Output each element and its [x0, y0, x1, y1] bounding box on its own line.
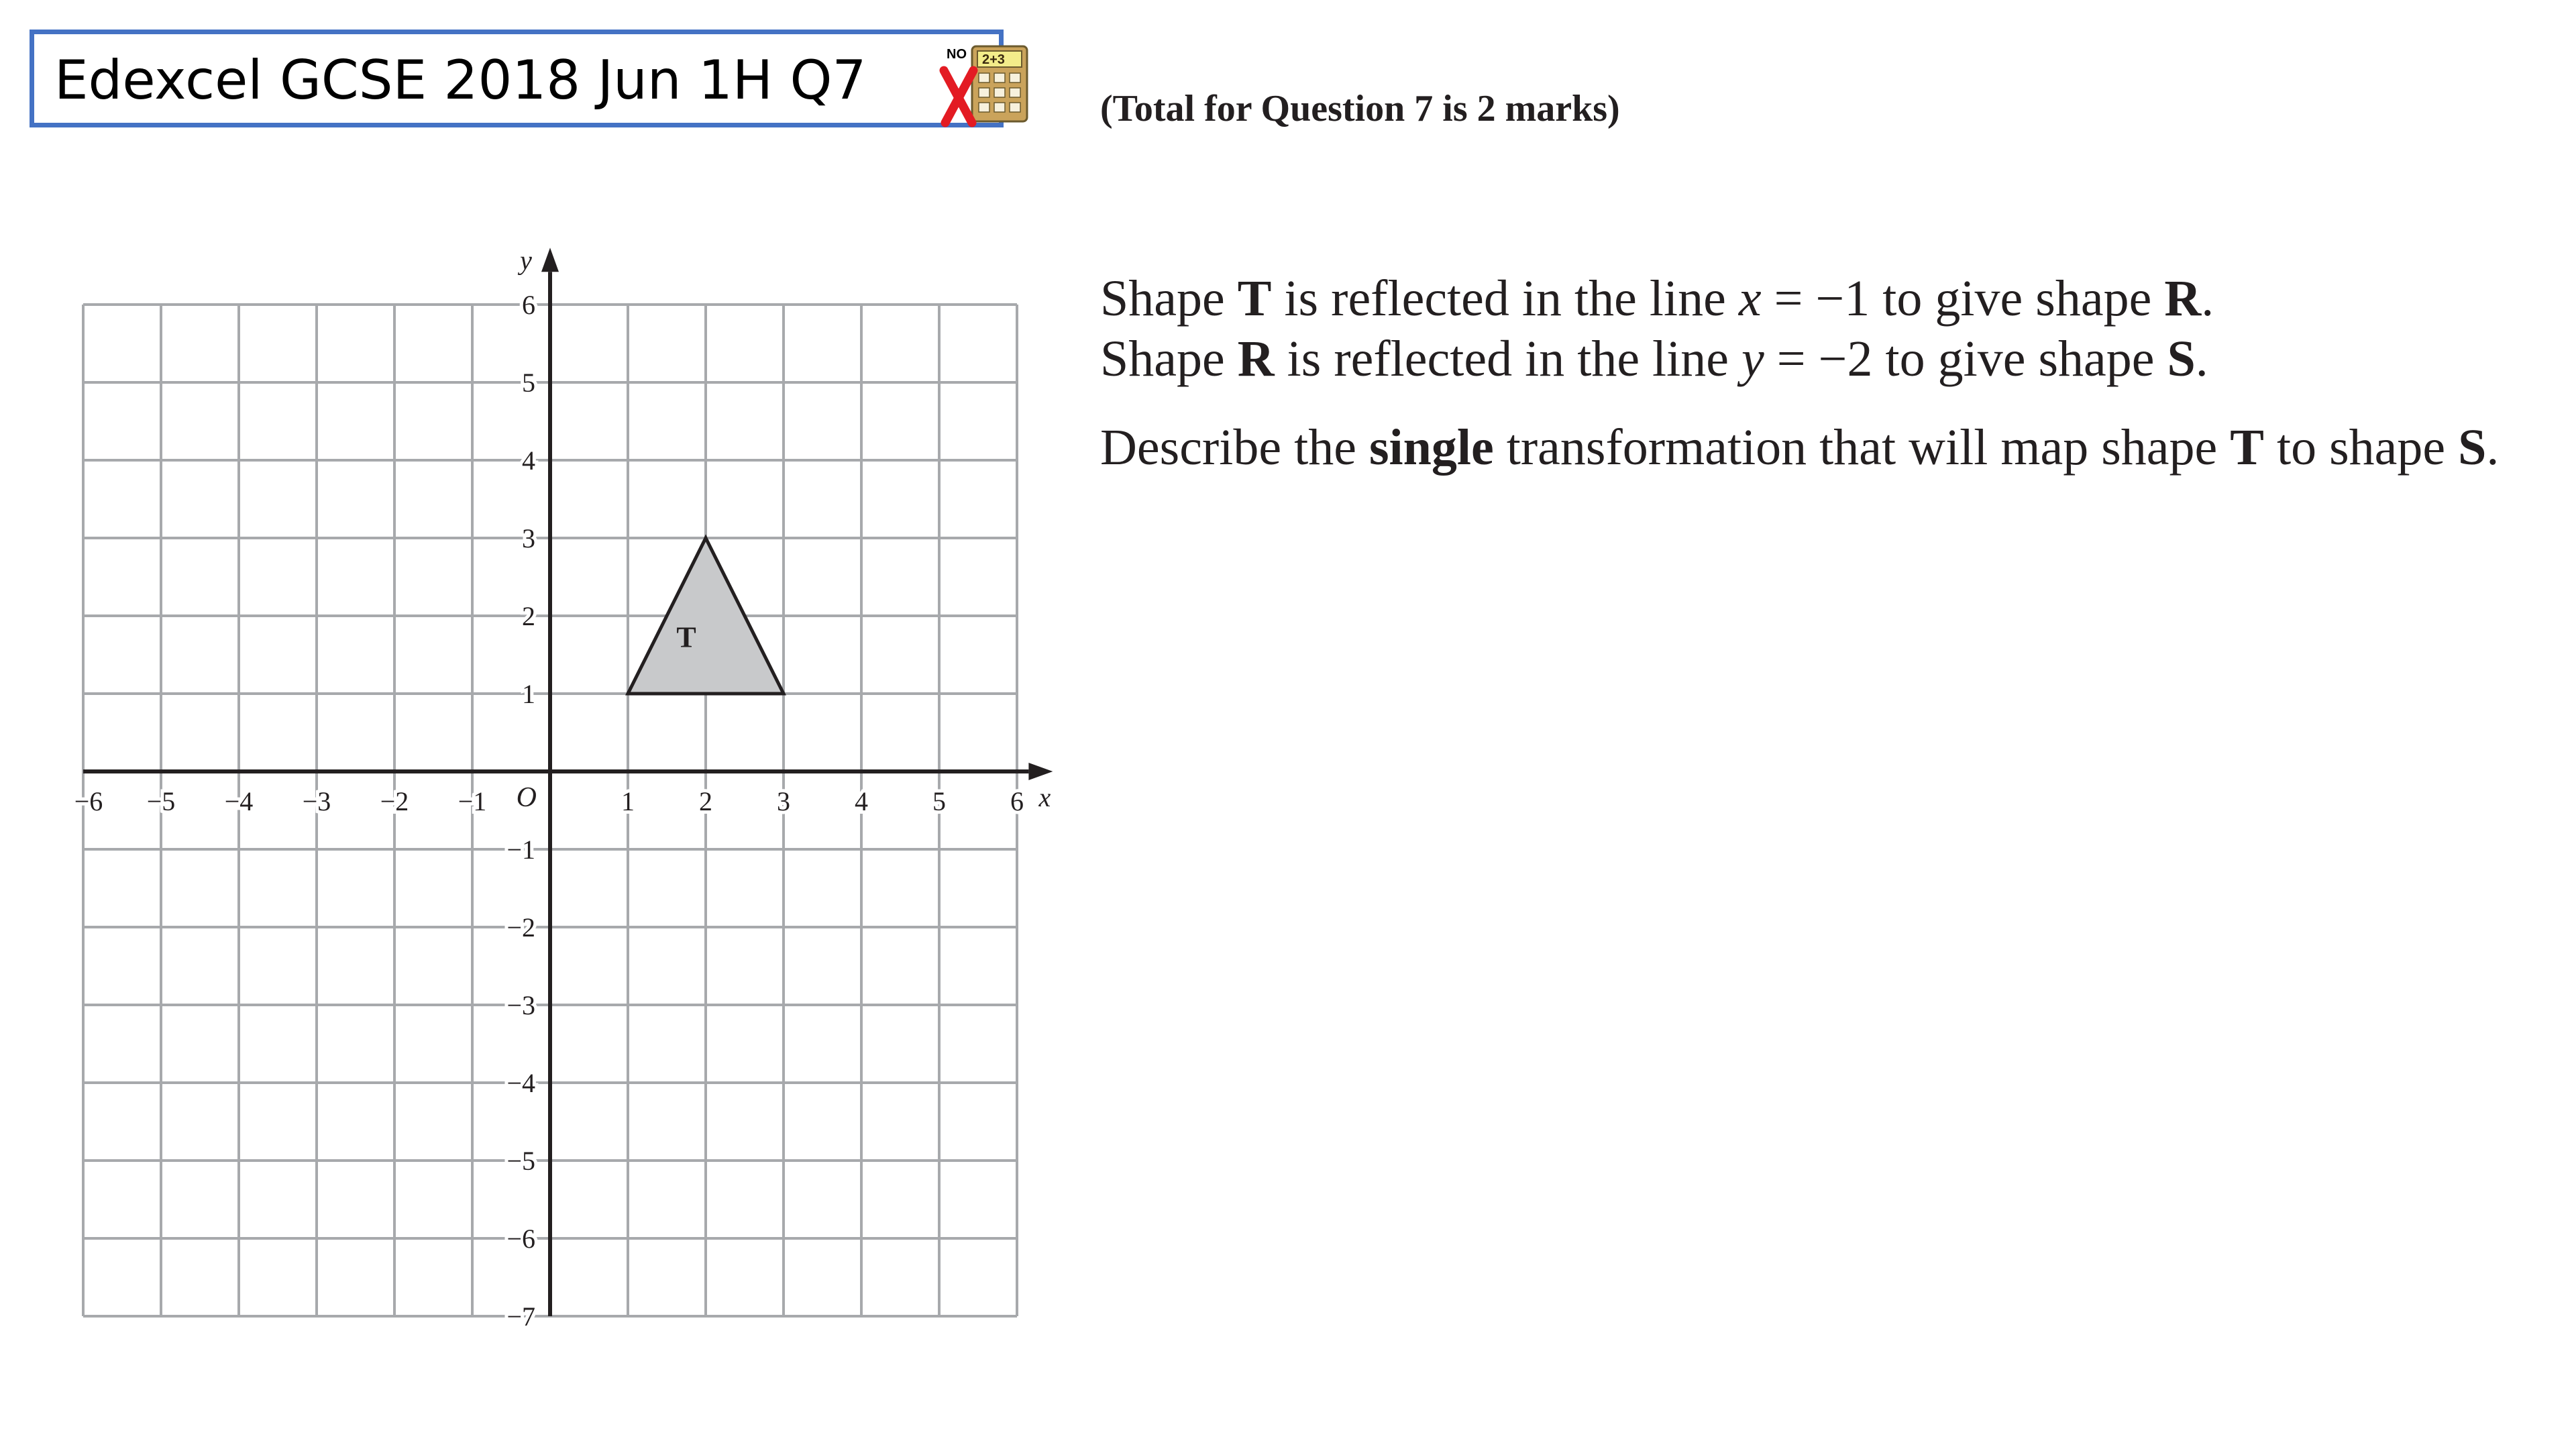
y-tick-label: 5 — [522, 368, 535, 398]
no-label: NO — [947, 47, 967, 62]
x-tick-label: 4 — [855, 786, 868, 816]
x-axis-label: x — [1038, 782, 1051, 812]
calculator-screen-text: 2+3 — [982, 52, 1005, 67]
y-tick-label: −3 — [506, 990, 535, 1020]
question-line-2: Shape R is reflected in the line y = −2 to give shape S. — [1100, 331, 2208, 387]
y-tick-label: 2 — [522, 601, 535, 631]
total-marks: (Total for Question 7 is 2 marks) — [1100, 88, 1620, 129]
x-tick-label: −1 — [458, 786, 487, 816]
y-tick-label: −2 — [506, 912, 535, 943]
y-tick-label: −4 — [506, 1068, 535, 1098]
x-tick-label: −5 — [146, 786, 176, 816]
y-tick-label: 3 — [522, 523, 535, 553]
question-line-1: Shape T is reflected in the line x = −1 to give shape R. — [1100, 270, 2214, 327]
title-box — [30, 30, 1004, 127]
y-axis-arrow-icon — [541, 248, 559, 272]
x-tick-label: −6 — [74, 786, 103, 816]
x-axis-arrow-icon — [1028, 763, 1053, 780]
y-tick-label: 1 — [522, 679, 535, 709]
y-tick-label: −5 — [506, 1146, 535, 1176]
x-tick-label: −4 — [224, 786, 254, 816]
y-tick-label: −6 — [506, 1224, 535, 1254]
x-tick-label: 2 — [699, 786, 712, 816]
x-tick-label: 1 — [621, 786, 635, 816]
y-tick-label: −7 — [506, 1301, 535, 1332]
origin-label: O — [516, 782, 537, 813]
y-axis-label: y — [520, 245, 532, 276]
y-tick-label: 6 — [522, 290, 535, 320]
shape-t-label: T — [676, 621, 696, 654]
question-title: Edexcel GCSE 2018 Jun 1H Q7 — [54, 49, 867, 111]
x-tick-label: −2 — [380, 786, 409, 816]
coordinate-grid — [0, 228, 1100, 1342]
x-tick-label: −3 — [302, 786, 331, 816]
x-tick-label: 3 — [777, 786, 790, 816]
y-tick-label: 4 — [522, 445, 535, 476]
calculator-keys-icon — [979, 73, 1020, 112]
y-tick-label: −1 — [506, 835, 535, 865]
no-calculator-icon — [906, 41, 1034, 128]
question-line-3: Describe the single transformation that will map shape T to shape S. — [1100, 419, 2500, 476]
question-text — [1100, 268, 2499, 478]
cross-icon — [944, 70, 973, 123]
x-tick-label: 5 — [932, 786, 946, 816]
x-tick-label: 6 — [1010, 786, 1024, 816]
